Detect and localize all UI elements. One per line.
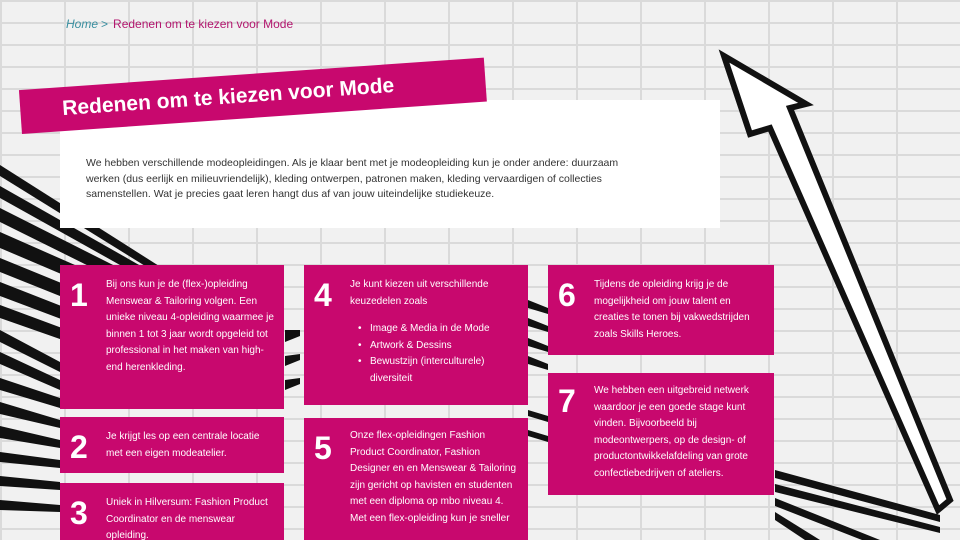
reason-card-4: [304, 265, 528, 405]
reason-card-2: [60, 417, 284, 473]
reason-text: Uniek in Hilversum: Fashion Product Coordinator en de menswear opleiding.: [106, 497, 268, 540]
reason-card-6: [548, 265, 774, 355]
breadcrumb: [66, 17, 293, 31]
intro-text: We hebben verschillende modeopleidingen. Als je klaar bent met je modeopleiding kun je onder andere: duurzaam werken (dus eerlijk en milieuvriendelijk), kleding ontwerpen, patronen maken, kleding vervaardigen of collecties samenstellen. Wat je precies gaat leren hangt dus af van jouw uiteindelijke studiekeuze.: [86, 157, 619, 200]
elective-list: [368, 321, 520, 387]
reason-card-5: [304, 418, 528, 540]
reason-number: 1: [70, 277, 88, 313]
breadcrumb-home-link[interactable]: Home: [66, 17, 99, 31]
page-title: Redenen om te kiezen voor Mode: [61, 73, 395, 121]
reason-text: Onze flex-opleidingen Fashion Product Coordinator, Fashion Designer en en Menswear & Tailoring zijn gericht op havisten en studenten met een diploma op mbo niveau 4. Met een flex-opleiding kun je sneller: [350, 430, 517, 524]
reason-number: 3: [70, 495, 88, 531]
reason-text: We hebben een uitgebreid netwerk waardoor je een goede stage kunt vinden. Bijvoorbeeld bij modeontwerpers, op de design- of productontwikkelafdeling van grote confectiebedrijven of ateliers.: [594, 385, 749, 479]
reason-card-7: [548, 373, 774, 495]
list-item: • Artwork & Dessins: [368, 338, 520, 355]
breadcrumb-separator: >: [101, 17, 109, 31]
reason-card-3: [60, 483, 284, 540]
list-item: • Bewustzijn (interculturele) diversiteit: [368, 354, 520, 387]
reason-text: Je kunt kiezen uit verschillende keuzedelen zoals: [350, 279, 489, 307]
list-item: • Image & Media in de Mode: [368, 321, 520, 338]
breadcrumb-current: Redenen om te kiezen voor Mode: [113, 17, 294, 31]
reason-number: 2: [70, 429, 88, 465]
reason-text: Tijdens de opleiding krijg je de mogelijkheid om jouw talent en creaties te tonen bij vakwedstrijden zoals Skills Heroes.: [594, 279, 750, 340]
reason-number: 7: [558, 383, 576, 419]
reason-text: Je krijgt les op een centrale locatie met een eigen modeatelier.: [106, 431, 260, 459]
reason-number: 5: [314, 430, 332, 466]
reason-number: 6: [558, 277, 576, 313]
reason-text: Bij ons kun je de (flex-)opleiding Menswear & Tailoring volgen. Een unieke niveau 4-opleiding waarmee je binnen 1 tot 3 jaar wordt opgeleid tot professional in het maken van high-end herenkleding.: [106, 279, 274, 373]
reason-number: 4: [314, 277, 332, 313]
reason-card-1: [60, 265, 284, 409]
